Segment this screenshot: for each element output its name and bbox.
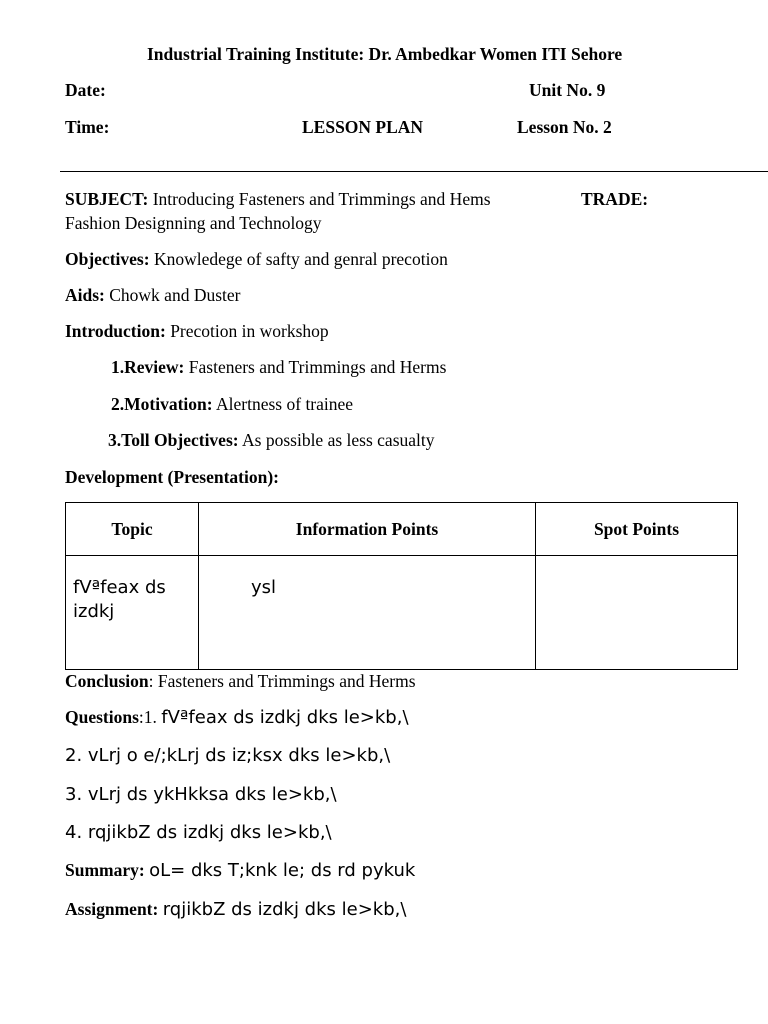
summary-value: oL= dks T;knk le; ds rd pykuk <box>149 860 416 881</box>
toll-objectives-line <box>108 430 435 451</box>
review-line <box>111 357 446 378</box>
date-label: Date: <box>65 80 106 100</box>
toll-objectives-label: 3.Toll Objectives: <box>108 430 239 450</box>
questions-prefix: :1. <box>138 707 162 727</box>
question-4: 4. rqjikbZ ds izdkj dks le>kb,\ <box>65 822 332 843</box>
assignment-line <box>65 899 406 920</box>
conclusion-label: Conclusion <box>65 671 149 691</box>
information-points-cell: ysl <box>199 556 536 670</box>
motivation-value: Alertness of trainee <box>216 394 354 414</box>
objectives-value: Knowledege of safty and genral precotion <box>153 249 448 269</box>
introduction-line <box>65 321 329 342</box>
motivation-label: 2.Motivation: <box>111 394 213 414</box>
conclusion-value: : Fasteners and Trimmings and Herms <box>148 671 416 691</box>
objectives-label: Objectives: <box>65 249 150 269</box>
introduction-label: Introduction: <box>65 321 166 341</box>
motivation-line <box>111 394 353 415</box>
question-3: 3. vLrj ds ykHkksa dks le>kb,\ <box>65 784 337 805</box>
lesson-number: Lesson No. 2 <box>517 117 612 137</box>
question-1: fVªfeax ds izdkj dks le>kb,\ <box>161 707 409 728</box>
toll-objectives-value: As possible as less casualty <box>242 430 435 450</box>
subject-label: SUBJECT: <box>65 189 149 209</box>
aids-label: Aids: <box>65 285 105 305</box>
subject-line <box>65 189 491 210</box>
unit-number: Unit No. 9 <box>529 80 606 100</box>
review-label: 1.Review: <box>111 357 185 377</box>
summary-line <box>65 860 415 881</box>
development-table <box>65 502 738 670</box>
objectives-line <box>65 249 448 270</box>
assignment-label: Assignment: <box>65 899 159 919</box>
topic-cell: fVªfeax ds izdkj <box>66 556 199 670</box>
spot-points-cell <box>536 556 738 670</box>
introduction-value: Precotion in workshop <box>170 321 329 341</box>
lesson-plan-heading: LESSON PLAN <box>302 117 424 137</box>
table-row <box>66 556 738 670</box>
question-2: 2. vLrj o e/;kLrj ds iz;ksx dks le>kb,\ <box>65 745 391 766</box>
review-value: Fasteners and Trimmings and Herms <box>188 357 447 377</box>
aids-line <box>65 285 240 306</box>
assignment-value: rqjikbZ ds izdkj dks le>kb,\ <box>162 899 407 920</box>
page-title: Industrial Training Institute: Dr. Ambedkar Women ITI Sehore <box>147 44 623 64</box>
questions-label: Questions <box>65 707 139 727</box>
aids-value: Chowk and Duster <box>109 285 241 305</box>
topic-header: Topic <box>66 503 199 556</box>
questions-line <box>65 707 409 728</box>
trade-label: TRADE: <box>581 189 649 209</box>
table-header-row <box>66 503 738 556</box>
time-label: Time: <box>65 117 110 137</box>
header-divider <box>60 171 768 172</box>
trade-value: Fashion Designning and Technology <box>65 213 322 233</box>
information-points-header: Information Points <box>199 503 536 556</box>
summary-label: Summary: <box>65 860 145 880</box>
spot-points-header: Spot Points <box>536 503 738 556</box>
subject-value: Introducing Fasteners and Trimmings and Hems <box>152 189 491 209</box>
conclusion-line <box>65 671 416 692</box>
development-heading: Development (Presentation): <box>65 467 279 487</box>
